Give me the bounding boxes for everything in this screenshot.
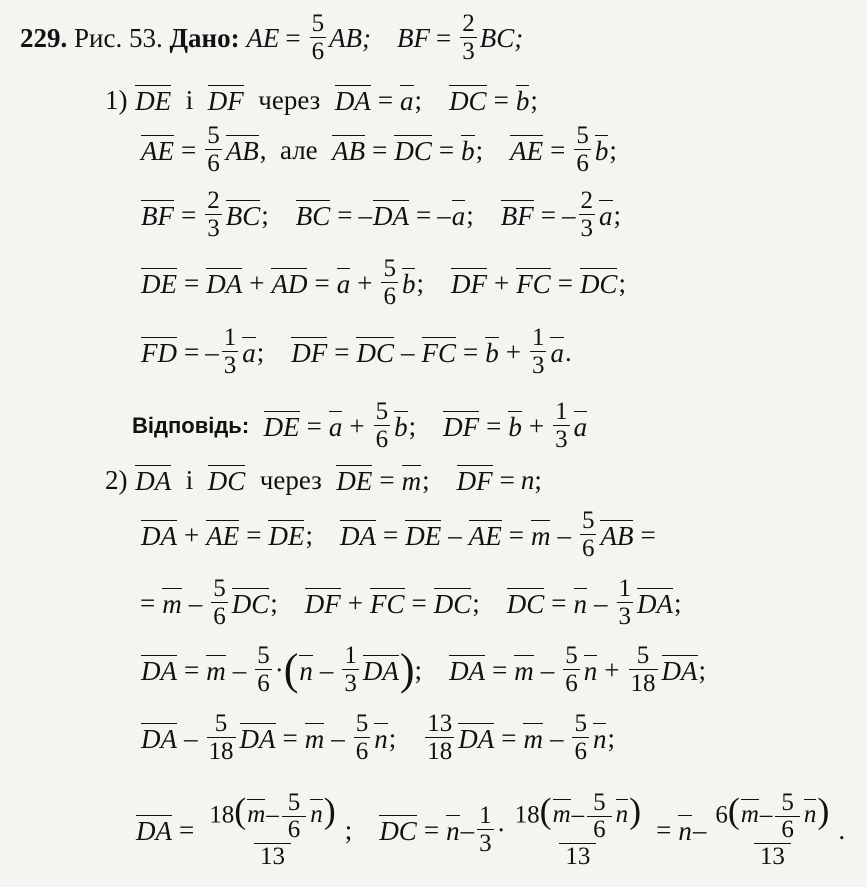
given-eq1-frac: $\frac{5}{6}$: [311, 9, 325, 65]
given-eq2-lhs: BF: [397, 22, 431, 53]
part2-line3: = m – $\frac{5}{6}$ DC ; DF + FC = DC ; DC = n – $\frac{1}{3}$ DA ;: [140, 574, 682, 630]
part1-label: 1): [105, 84, 128, 115]
answer-label: Відповідь:: [132, 413, 250, 438]
part2-label: 2): [105, 464, 128, 495]
part1-via: через: [258, 84, 321, 115]
given-eq1-lhs: AE: [246, 22, 280, 53]
given-eq2-rhs: BC;: [479, 22, 524, 53]
part2-line6: DA = 18(m– $\frac{5}{6}$ n) 13 ; DC = n – $\frac{1}{3}$ · 18(m– $\frac{5}{6}$ n) 13 = n – 6(m– $\frac{5}{6}$ n) 13 .: [136, 788, 846, 871]
given-eq2-frac: $\frac{2}{3}$: [462, 9, 475, 65]
figure-ref: Рис. 53.: [74, 22, 163, 53]
part1-line4: DE = DA + AD = a + $\frac{5}{6}$ b ; DF + FC = DC ;: [141, 254, 626, 310]
part2-conj: і: [185, 464, 194, 495]
problem-header: 229. Рис. 53. Дано: AE = $\frac{5}{6}$ AB; BF = $\frac{2}{3}$ BC;: [20, 9, 524, 65]
part2-statement: 2) DA і DC через DE = m ; DF = n ;: [105, 464, 542, 496]
part2-via: через: [259, 464, 322, 495]
part1-answer: Відповідь: DE = a + $\frac{5}{6}$ b ; DF = b + $\frac{1}{3}$ a: [132, 397, 588, 453]
part2-line2: DA + AE = DE ; DA = DE – AE = m – $\frac{5}{6}$ AB =: [141, 506, 656, 562]
part1-statement: 1) DE і DF через DA = a ; DC = b ;: [105, 84, 538, 116]
part2-line5: DA – $\frac{5}{18}$ DA = m – $\frac{5}{6}$ n ; $\frac{13}{18}$ DA = m – $\frac{5}{6}$ n ;: [141, 709, 615, 765]
but-word: але: [279, 134, 318, 165]
part2-line4: DA = m – $\frac{5}{6}$ · ( n – $\frac{1}{3}$ DA ) ; DA = m – $\frac{5}{6}$ n + $\frac{5}{18}$ DA ;: [141, 641, 707, 697]
part1-line3: BF = $\frac{2}{3}$ BC ; BC = – DA = – a ; BF = – $\frac{2}{3}$ a ;: [141, 186, 622, 242]
part1-conj: і: [185, 84, 194, 115]
part1-line5: FD = – $\frac{1}{3}$ a ; DF = DC – FC = b + $\frac{1}{3}$ a .: [141, 323, 572, 379]
given-label: Дано:: [169, 22, 240, 53]
part1-line2: AE = $\frac{5}{6}$ AB , але AB = DC = b ; AE = $\frac{5}{6}$ b ;: [141, 121, 617, 177]
given-eq1-rhs: AB;: [329, 22, 372, 53]
problem-number: 229.: [20, 22, 68, 53]
